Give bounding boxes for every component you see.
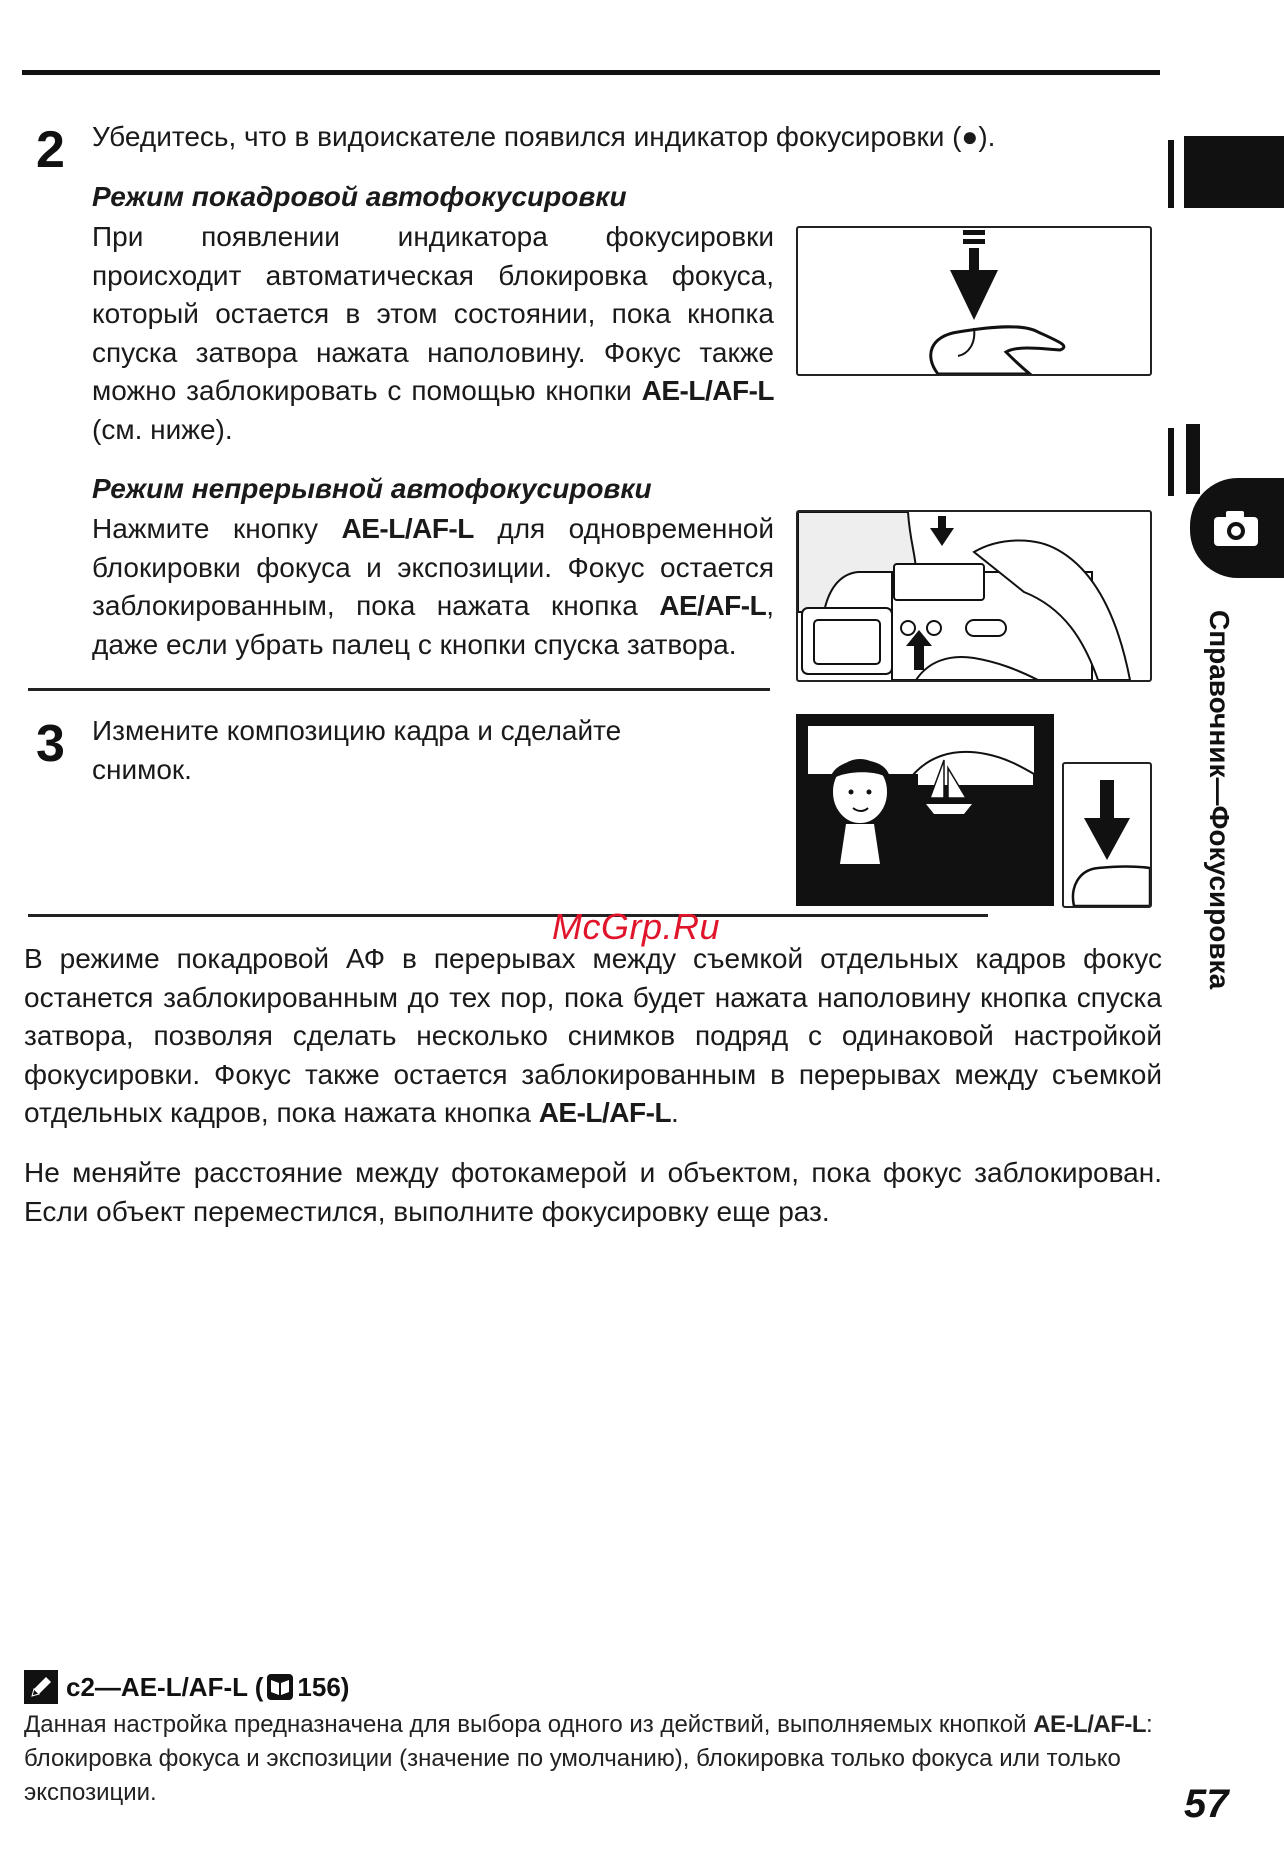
step-2-number: 2 bbox=[36, 121, 65, 179]
top-rule bbox=[22, 70, 1160, 75]
note-text-end: : блокировка фокуса и экспозиции (значение по умолчанию), блокировка только фокуса или только экспозиции. bbox=[24, 1711, 1153, 1806]
continuous-af-text-start: Нажмите кнопку bbox=[92, 513, 342, 544]
single-af-heading: Режим покадровой автофокусировки bbox=[92, 181, 627, 212]
note-title bbox=[24, 1670, 349, 1704]
camera-back-illustration bbox=[796, 510, 1152, 682]
watermark: McGrp.Ru bbox=[552, 906, 721, 947]
note-page-ref: 156) bbox=[297, 1671, 350, 1702]
paragraph-distance-warning: Не меняйте расстояние между фотокамерой и объектом, пока фокус заблокирован. Если объект переместился, выполните фокусировку еще раз. bbox=[24, 1157, 1162, 1227]
paragraph-1-end: . bbox=[671, 1097, 679, 1128]
tab-marker-block-mid bbox=[1186, 424, 1200, 494]
camera-icon bbox=[1212, 508, 1260, 548]
single-af-text bbox=[92, 218, 774, 449]
tab-marker-block-top bbox=[1184, 136, 1284, 208]
continuous-af-text-end: , даже если убрать палец с кнопки спуска затвора. bbox=[92, 590, 774, 660]
note-text-body: Данная настройка предназначена для выбора одного из действий, выполняемых кнопкой bbox=[24, 1711, 1034, 1738]
continuous-af-text bbox=[92, 510, 774, 664]
step-2-intro bbox=[92, 118, 1152, 157]
ae-l-af-l-button-label-4: AE-L/AF-L bbox=[1033, 1711, 1147, 1738]
continuous-af-text-mid: для одновременной блокировки фокуса и экспозиции. Фокус остается заблокированным, пока нажата кнопка bbox=[92, 513, 774, 621]
tab-marker-bar-mid bbox=[1168, 428, 1174, 496]
continuous-af-heading: Режим непрерывной автофокусировки bbox=[92, 473, 652, 504]
step-3-text: Измените композицию кадра и сделайте снимок. bbox=[92, 715, 622, 785]
camera-tab bbox=[1190, 478, 1284, 578]
finger-press-icon bbox=[798, 228, 1150, 374]
side-tab-label: Справочник—Фокусировка bbox=[1204, 610, 1235, 990]
viewfinder-scene-icon bbox=[796, 714, 1054, 906]
shutter-full-press-illustration bbox=[1062, 762, 1152, 908]
step-2-intro-text: Убедитесь, что в видоискателе появился индикатор фокусировки (●). bbox=[92, 121, 996, 152]
paragraph-single-af-lock bbox=[24, 940, 1162, 1133]
half-press-illustration bbox=[796, 226, 1152, 376]
camera-back-icon bbox=[798, 512, 1150, 680]
ae-af-l-button-label: AE/AF-L bbox=[659, 590, 767, 621]
ae-l-af-l-button-label: AE-L/AF-L bbox=[641, 375, 774, 406]
step-separator-2 bbox=[28, 914, 988, 917]
reference-icon bbox=[267, 1674, 293, 1700]
note-title-text: c2—AE-L/AF-L ( bbox=[66, 1671, 264, 1702]
note-text bbox=[24, 1708, 1174, 1810]
single-af-text-end: (см. ниже). bbox=[92, 413, 233, 445]
tab-marker-bar-top bbox=[1168, 140, 1174, 208]
recompose-illustration bbox=[796, 714, 1054, 906]
page-number: 57 bbox=[1184, 1782, 1229, 1826]
step-3-number: 3 bbox=[36, 715, 65, 773]
ae-l-af-l-button-label-2: AE-L/AF-L bbox=[341, 513, 474, 544]
paragraph-1-body: В режиме покадровой АФ в перерывах между съемкой отдельных кадров фокус останется заблокированным до тех пор, пока будет нажата наполовину кнопка спуска затвора, позволяя сделать несколько снимков подряд с одинаковой настройкой фокусировки. Фокус также остается заблокированным в перерывах между съемкой отдельных кадров, пока нажата кнопка bbox=[24, 943, 1162, 1128]
pencil-note-icon bbox=[24, 1670, 58, 1704]
finger-full-press-icon bbox=[1064, 764, 1150, 906]
step-separator-1 bbox=[28, 688, 770, 691]
ae-l-af-l-button-label-3: AE-L/AF-L bbox=[538, 1097, 672, 1128]
single-af-text-body: При появлении индикатора фокусировки происходит автоматическая блокировка фокуса, который остается в этом состоянии, пока кнопка спуска затвора нажата наполовину. Фокус также можно заблокировать с помощью кнопки bbox=[92, 221, 774, 406]
